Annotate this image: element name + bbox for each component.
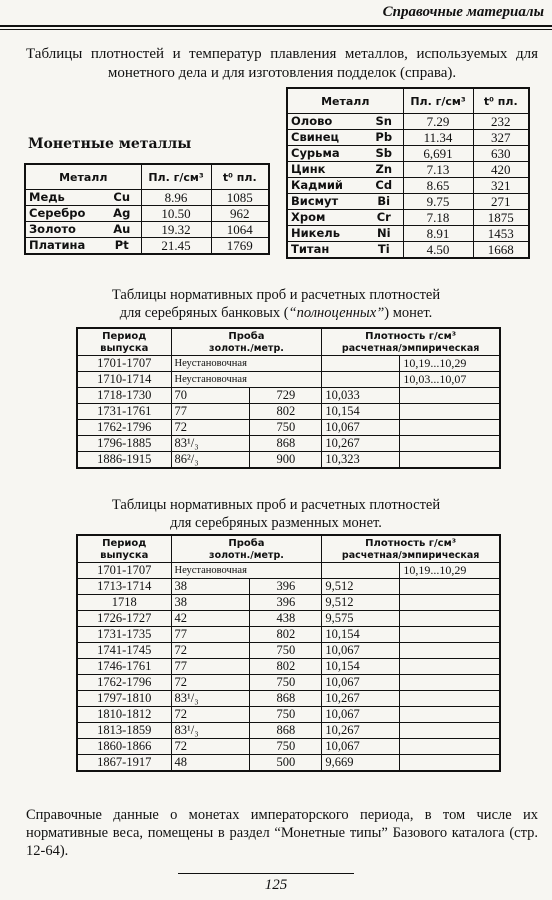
footer-rule	[178, 873, 354, 874]
metal-row	[25, 190, 269, 206]
probe-zolotnik-cell: 72	[171, 675, 250, 691]
metal-symbol: Pb	[365, 130, 403, 146]
metal-row	[287, 130, 529, 146]
metal-name: Кадмий	[287, 178, 365, 194]
period-header: Период выпуска	[77, 535, 171, 563]
footnote-paragraph: Справочные данные о монетах императорского периода, в том числе их нормативные веса, помещены в раздел “Монетные типы” Базового каталога (стр. 12-64).	[26, 807, 538, 859]
density-calc-cell	[322, 372, 400, 388]
metal-symbol: Cd	[365, 178, 403, 194]
metal-name: Титан	[287, 242, 365, 259]
density-emp-cell: 10,19...10,29	[400, 563, 500, 579]
metal-melt: 630	[473, 146, 529, 162]
probe-row	[77, 755, 500, 772]
probe-row	[77, 691, 500, 707]
probe-metric-cell: 729	[250, 388, 322, 404]
probe-metric-cell: 750	[250, 643, 322, 659]
probe-zolotnik-cell: 48	[171, 755, 250, 772]
metal-name: Золото	[25, 222, 103, 238]
period-cell: 1726-1727	[77, 611, 171, 627]
intro-paragraph: Таблицы плотностей и температур плавления металлов, используемых для монетного дела и для изготовления подделок (справа).	[26, 46, 538, 81]
density-emp-cell	[400, 643, 500, 659]
probe-zolotnik-cell: 72	[171, 739, 250, 755]
density-calc-cell: 10,154	[322, 404, 400, 420]
metal-row	[287, 146, 529, 162]
probe-zolotnik-cell: 38	[171, 595, 250, 611]
metal-melt: 1453	[473, 226, 529, 242]
forgery-metals-table	[286, 87, 530, 259]
probe-row	[77, 659, 500, 675]
probe-zolotnik-cell: 42	[171, 611, 250, 627]
metal-name: Цинк	[287, 162, 365, 178]
probe-row	[77, 452, 500, 469]
probe-row	[77, 563, 500, 579]
probe-metric-cell: 750	[250, 420, 322, 436]
density-header	[322, 328, 500, 356]
period-cell: 1718	[77, 595, 171, 611]
probe-zolotnik-cell: 77	[171, 404, 250, 420]
change-caption-line2: для серебряных разменных монет.	[170, 515, 382, 531]
period-cell: 1762-1796	[77, 420, 171, 436]
probe-sub-label: золотн./метр.	[209, 343, 284, 354]
density-calc-cell: 9,669	[322, 755, 400, 772]
silver-bank-table	[76, 327, 501, 469]
period-cell: 1713-1714	[77, 579, 171, 595]
bank-caption	[0, 286, 552, 322]
density-calc-cell: 9,512	[322, 579, 400, 595]
metal-name: Свинец	[287, 130, 365, 146]
melt-header: t⁰ пл.	[211, 164, 269, 190]
period-cell: 1718-1730	[77, 388, 171, 404]
density-calc-cell: 10,033	[322, 388, 400, 404]
caption-text: для серебряных банковых (	[119, 305, 289, 321]
metal-melt: 232	[473, 114, 529, 130]
probe-metric-cell	[250, 372, 322, 388]
probe-metric-cell: 500	[250, 755, 322, 772]
density-calc-cell: 10,067	[322, 643, 400, 659]
metal-header: Металл	[25, 164, 141, 190]
metal-melt: 327	[473, 130, 529, 146]
density-calc-cell: 10,067	[322, 707, 400, 723]
probe-sub-label: золотн./метр.	[209, 550, 284, 561]
metal-melt: 1064	[211, 222, 269, 238]
probe-row	[77, 404, 500, 420]
metal-row	[287, 242, 529, 259]
metal-melt: 321	[473, 178, 529, 194]
probe-metric-cell: 868	[250, 691, 322, 707]
metal-density: 7.29	[403, 114, 473, 130]
probe-metric-cell: 750	[250, 675, 322, 691]
metal-melt: 1085	[211, 190, 269, 206]
probe-zolotnik-cell: 70	[171, 388, 250, 404]
probe-row	[77, 611, 500, 627]
metal-name: Олово	[287, 114, 365, 130]
probe-row	[77, 707, 500, 723]
period-cell: 1797-1810	[77, 691, 171, 707]
metal-symbol: Ni	[365, 226, 403, 242]
density-calc-cell: 10,267	[322, 436, 400, 452]
probe-header	[171, 535, 322, 563]
bank-caption-line1: Таблицы нормативных проб и расчетных плотностей	[111, 287, 441, 303]
period-cell: 1813-1859	[77, 723, 171, 739]
probe-zolotnik-cell: 86²/₃	[171, 452, 250, 469]
period-cell: 1731-1761	[77, 404, 171, 420]
density-emp-cell: 10,03...10,07	[400, 372, 500, 388]
probe-zolotnik-cell: 83¹/₃	[171, 691, 250, 707]
probe-row	[77, 675, 500, 691]
density-calc-cell: 10,067	[322, 739, 400, 755]
change-caption	[0, 496, 552, 532]
probe-metric-cell: 868	[250, 723, 322, 739]
probe-row	[77, 739, 500, 755]
period-header: Период выпуска	[77, 328, 171, 356]
metal-symbol: Au	[103, 222, 141, 238]
density-calc-cell: 10,267	[322, 691, 400, 707]
metal-row	[287, 226, 529, 242]
density-calc-cell	[322, 356, 400, 372]
density-emp-cell	[400, 659, 500, 675]
probe-metric-cell: 868	[250, 436, 322, 452]
probe-metric-cell: 750	[250, 707, 322, 723]
period-cell: 1741-1745	[77, 643, 171, 659]
probe-zolotnik-cell: Неустановочная	[171, 563, 250, 579]
probe-zolotnik-cell: 72	[171, 707, 250, 723]
probe-zolotnik-cell: 83¹/₃	[171, 436, 250, 452]
density-emp-cell	[400, 388, 500, 404]
density-header: Пл. г/см³	[141, 164, 211, 190]
metal-symbol: Cu	[103, 190, 141, 206]
page-number: 125	[264, 877, 288, 893]
melt-header: t⁰ пл.	[473, 88, 529, 114]
period-cell: 1701-1707	[77, 563, 171, 579]
header-rule-thin	[0, 29, 552, 30]
probe-metric-cell	[250, 356, 322, 372]
probe-row	[77, 627, 500, 643]
metal-row	[287, 162, 529, 178]
metal-symbol: Sb	[365, 146, 403, 162]
period-cell: 1810-1812	[77, 707, 171, 723]
probe-header	[171, 328, 322, 356]
period-cell: 1731-1735	[77, 627, 171, 643]
density-calc-cell: 9,512	[322, 595, 400, 611]
probe-zolotnik-cell: 77	[171, 627, 250, 643]
metal-symbol: Ti	[365, 242, 403, 259]
density-emp-cell	[400, 436, 500, 452]
metal-name: Никель	[287, 226, 365, 242]
density-calc-cell: 10,067	[322, 675, 400, 691]
period-cell: 1746-1761	[77, 659, 171, 675]
period-cell: 1860-1866	[77, 739, 171, 755]
probe-zolotnik-cell: 72	[171, 643, 250, 659]
density-header-label: Плотность г/см³	[365, 538, 457, 549]
probe-row	[77, 643, 500, 659]
probe-row	[77, 723, 500, 739]
probe-zolotnik-cell: 77	[171, 659, 250, 675]
metal-row	[287, 178, 529, 194]
silver-change-table	[76, 534, 501, 772]
metal-density: 8.91	[403, 226, 473, 242]
period-cell: 1710-1714	[77, 372, 171, 388]
probe-row	[77, 388, 500, 404]
density-emp-cell	[400, 691, 500, 707]
density-emp-cell	[400, 611, 500, 627]
density-emp-cell	[400, 627, 500, 643]
metal-density: 9.75	[403, 194, 473, 210]
probe-header-label: Проба	[228, 331, 265, 342]
metal-symbol: Bi	[365, 194, 403, 210]
density-emp-cell	[400, 579, 500, 595]
metal-melt: 420	[473, 162, 529, 178]
density-emp-cell	[400, 452, 500, 469]
density-emp-cell	[400, 595, 500, 611]
metal-density: 7.18	[403, 210, 473, 226]
probe-zolotnik-cell: 83¹/₃	[171, 723, 250, 739]
probe-row	[77, 595, 500, 611]
metal-density: 8.96	[141, 190, 211, 206]
metal-symbol: Sn	[365, 114, 403, 130]
metal-density: 4.50	[403, 242, 473, 259]
metal-name: Хром	[287, 210, 365, 226]
metal-density: 7.13	[403, 162, 473, 178]
probe-metric-cell: 396	[250, 595, 322, 611]
density-emp-cell	[400, 755, 500, 772]
metal-density: 19.32	[141, 222, 211, 238]
period-cell: 1762-1796	[77, 675, 171, 691]
metal-melt: 1668	[473, 242, 529, 259]
probe-metric-cell	[250, 563, 322, 579]
density-sub-label: расчетная/эмпирическая	[341, 343, 480, 354]
probe-row	[77, 356, 500, 372]
metal-density: 21.45	[141, 238, 211, 255]
header-rule	[0, 25, 552, 27]
metal-row	[287, 194, 529, 210]
density-calc-cell: 10,154	[322, 659, 400, 675]
metal-symbol: Ag	[103, 206, 141, 222]
density-calc-cell: 10,267	[322, 723, 400, 739]
density-header	[322, 535, 500, 563]
metal-row	[25, 238, 269, 255]
density-emp-cell	[400, 404, 500, 420]
metal-symbol: Zn	[365, 162, 403, 178]
coin-metals-title: Монетные металлы	[28, 136, 192, 152]
probe-row	[77, 372, 500, 388]
density-header-label: Плотность г/см³	[365, 331, 457, 342]
metal-melt: 1875	[473, 210, 529, 226]
probe-metric-cell: 396	[250, 579, 322, 595]
metal-symbol: Cr	[365, 210, 403, 226]
density-sub-label: расчетная/эмпирическая	[341, 550, 480, 561]
metal-density: 8.65	[403, 178, 473, 194]
period-cell: 1796-1885	[77, 436, 171, 452]
probe-metric-cell: 900	[250, 452, 322, 469]
density-calc-cell: 10,323	[322, 452, 400, 469]
density-emp-cell	[400, 739, 500, 755]
coin-metals-table	[24, 163, 270, 255]
period-cell: 1886-1915	[77, 452, 171, 469]
metal-density: 11.34	[403, 130, 473, 146]
metal-density: 6,691	[403, 146, 473, 162]
metal-name: Медь	[25, 190, 103, 206]
density-emp-cell	[400, 420, 500, 436]
probe-metric-cell: 438	[250, 611, 322, 627]
period-cell: 1701-1707	[77, 356, 171, 372]
probe-header-label: Проба	[228, 538, 265, 549]
probe-metric-cell: 802	[250, 659, 322, 675]
metal-row	[25, 222, 269, 238]
metal-row	[25, 206, 269, 222]
metal-row	[287, 114, 529, 130]
density-calc-cell: 10,154	[322, 627, 400, 643]
metal-melt: 271	[473, 194, 529, 210]
metal-row	[287, 210, 529, 226]
probe-metric-cell: 750	[250, 739, 322, 755]
metal-header: Металл	[287, 88, 403, 114]
page-header-title: Справочные материалы	[382, 4, 544, 20]
bank-caption-line2	[0, 304, 552, 322]
probe-zolotnik-cell: 72	[171, 420, 250, 436]
period-cell: 1867-1917	[77, 755, 171, 772]
metal-name: Серебро	[25, 206, 103, 222]
density-calc-cell: 10,067	[322, 420, 400, 436]
density-emp-cell	[400, 723, 500, 739]
density-emp-cell	[400, 707, 500, 723]
density-calc-cell	[322, 563, 400, 579]
caption-text: ) монет.	[384, 305, 433, 321]
metal-density: 10.50	[141, 206, 211, 222]
probe-zolotnik-cell: Неустановочная	[171, 356, 250, 372]
metal-melt: 1769	[211, 238, 269, 255]
density-emp-cell	[400, 675, 500, 691]
probe-row	[77, 579, 500, 595]
metal-melt: 962	[211, 206, 269, 222]
probe-zolotnik-cell: Неустановочная	[171, 372, 250, 388]
probe-zolotnik-cell: 38	[171, 579, 250, 595]
metal-name: Висмут	[287, 194, 365, 210]
probe-metric-cell: 802	[250, 404, 322, 420]
metal-name: Сурьма	[287, 146, 365, 162]
change-caption-line1: Таблицы нормативных проб и расчетных плотностей	[111, 497, 441, 513]
caption-italic: “полноценных”	[288, 305, 385, 321]
metal-symbol: Pt	[103, 238, 141, 255]
probe-row	[77, 420, 500, 436]
probe-metric-cell: 802	[250, 627, 322, 643]
density-emp-cell: 10,19...10,29	[400, 356, 500, 372]
density-header: Пл. г/см³	[403, 88, 473, 114]
metal-name: Платина	[25, 238, 103, 255]
probe-row	[77, 436, 500, 452]
density-calc-cell: 9,575	[322, 611, 400, 627]
